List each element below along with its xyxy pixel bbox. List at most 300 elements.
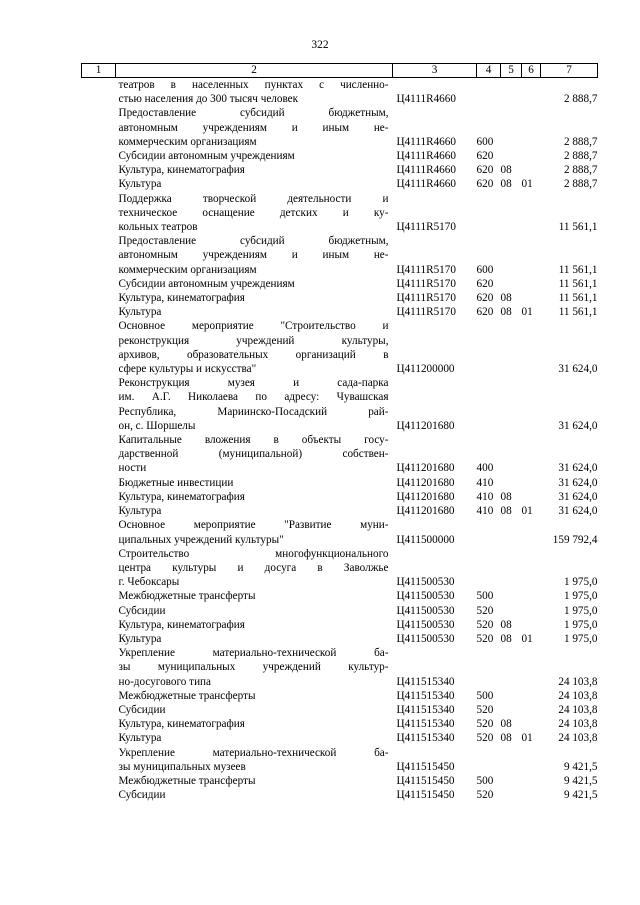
row-name-line: Культура, кинематография xyxy=(118,618,245,631)
row-code: Ц4111R4660 xyxy=(396,150,456,163)
header-col-7: 7 xyxy=(541,64,598,78)
row-expense-type: 620 xyxy=(476,277,494,290)
table-row xyxy=(82,106,598,149)
row-code: Ц4111R5170 xyxy=(396,306,456,319)
row-name-line: Межбюджетные трансферты xyxy=(118,689,256,702)
row-expense-type: 520 xyxy=(476,718,494,731)
row-name-line: но-досугового типа xyxy=(118,675,212,688)
row-sum: 31 624,0 xyxy=(558,419,598,432)
row-name-line: им. А.Г. Николаева по адресу: Чувашская xyxy=(118,391,389,404)
row-code: Ц411515340 xyxy=(396,718,455,731)
row-name-line: коммерческим организациям xyxy=(118,135,257,148)
row-expense-type: 520 xyxy=(476,732,494,745)
row-sum: 31 624,0 xyxy=(558,505,598,518)
row-sum: 2 888,7 xyxy=(563,135,598,148)
row-name xyxy=(116,277,393,291)
row-subsection xyxy=(522,547,541,590)
row-name-line: Субсидии xyxy=(118,703,166,716)
row-subsection xyxy=(522,78,541,107)
row-col-1 xyxy=(82,703,116,717)
row-name xyxy=(116,589,393,603)
row-code: Ц411200000 xyxy=(396,363,455,376)
table-row xyxy=(82,476,598,490)
row-col-1 xyxy=(82,518,116,546)
row-name-line: Культура xyxy=(118,306,162,319)
row-name-line: Субсидии xyxy=(118,789,166,802)
row-section xyxy=(501,277,522,291)
row-col-1 xyxy=(82,177,116,191)
row-name-line: Культура, кинематография xyxy=(118,718,245,731)
row-name xyxy=(116,234,393,277)
row-section xyxy=(501,376,522,433)
header-col-1: 1 xyxy=(82,64,116,78)
row-code: Ц411515450 xyxy=(396,789,455,802)
row-code: Ц411500000 xyxy=(396,533,455,546)
row-col-1 xyxy=(82,689,116,703)
row-code: Ц411515340 xyxy=(396,703,455,716)
row-name xyxy=(116,604,393,618)
row-name-line: Укрепление материально-технической ба- xyxy=(118,746,389,759)
row-name-line: архивов, образовательных организаций в xyxy=(118,348,389,361)
row-name-line: Субсидии автономным учреждениям xyxy=(118,150,295,163)
row-name xyxy=(116,177,393,191)
row-name-line: техническое оснащение детских и ку- xyxy=(118,206,389,219)
table-row xyxy=(82,774,598,788)
row-expense-type: 620 xyxy=(476,292,494,305)
row-subsection xyxy=(522,717,541,731)
row-section xyxy=(501,703,522,717)
row-section xyxy=(501,106,522,149)
row-section: 08 xyxy=(500,178,512,191)
row-name-line: автономным учреждениям и иным не- xyxy=(118,249,389,262)
row-code: Ц411515450 xyxy=(396,760,455,773)
row-name-line: Культура xyxy=(118,632,162,645)
row-name xyxy=(116,106,393,149)
row-name-line: Культура xyxy=(118,505,162,518)
row-code: Ц411201680 xyxy=(396,462,455,475)
row-expense-type xyxy=(477,646,501,689)
row-code: Ц411515450 xyxy=(396,774,455,787)
row-name-line: Основное мероприятие "Развитие муни- xyxy=(118,519,389,532)
row-section xyxy=(501,234,522,277)
row-expense-type: 500 xyxy=(476,689,494,702)
table-row xyxy=(82,234,598,277)
header-row xyxy=(82,64,598,78)
row-col-1 xyxy=(82,234,116,277)
row-subsection xyxy=(522,234,541,277)
row-name xyxy=(116,376,393,433)
row-name-line: коммерческим организациям xyxy=(118,263,257,276)
row-name xyxy=(116,746,393,774)
row-subsection xyxy=(522,192,541,235)
table-row xyxy=(82,319,598,376)
row-col-1 xyxy=(82,589,116,603)
row-col-1 xyxy=(82,476,116,490)
row-sum: 9 421,5 xyxy=(563,760,598,773)
row-col-1 xyxy=(82,376,116,433)
row-subsection xyxy=(522,618,541,632)
row-code: Ц411201680 xyxy=(396,419,455,432)
row-name-line: зы муниципальных музеев xyxy=(118,760,246,773)
row-expense-type: 520 xyxy=(476,703,494,716)
row-name-line: Субсидии xyxy=(118,604,166,617)
row-subsection xyxy=(522,277,541,291)
row-name-line: Капитальные вложения в объекты госу- xyxy=(118,434,389,447)
row-sum: 31 624,0 xyxy=(558,462,598,475)
table-row xyxy=(82,192,598,235)
row-expense-type: 620 xyxy=(476,150,494,163)
row-subsection: 01 xyxy=(521,505,533,518)
table-row xyxy=(82,518,598,546)
row-col-1 xyxy=(82,646,116,689)
row-name-line: Строительство многофункционального xyxy=(118,547,389,560)
row-code: Ц411500530 xyxy=(396,590,455,603)
row-name-line: г. Чебоксары xyxy=(118,576,180,589)
row-expense-type xyxy=(477,319,501,376)
row-name-line: Укрепление материально-технической ба- xyxy=(118,647,389,660)
row-name-line: Культура, кинематография xyxy=(118,164,245,177)
row-sum: 2 888,7 xyxy=(563,93,598,106)
row-sum: 2 888,7 xyxy=(563,178,598,191)
row-code: Ц411500530 xyxy=(396,632,455,645)
row-section xyxy=(501,746,522,774)
row-expense-type: 400 xyxy=(476,462,494,475)
row-expense-type: 600 xyxy=(476,135,494,148)
row-subsection xyxy=(522,589,541,603)
row-col-1 xyxy=(82,319,116,376)
row-code: Ц411500530 xyxy=(396,576,455,589)
row-expense-type: 410 xyxy=(476,505,494,518)
row-section xyxy=(501,604,522,618)
row-section: 08 xyxy=(500,164,512,177)
row-section xyxy=(501,547,522,590)
row-code: Ц4111R5170 xyxy=(396,221,456,234)
row-section xyxy=(501,319,522,376)
row-section: 08 xyxy=(500,292,512,305)
row-sum: 2 888,7 xyxy=(563,150,598,163)
row-sum: 2 888,7 xyxy=(563,164,598,177)
row-name-line: Поддержка творческой деятельности и xyxy=(118,192,389,205)
row-expense-type xyxy=(477,518,501,546)
row-name-line: Культура, кинематография xyxy=(118,292,245,305)
row-code: Ц4111R5170 xyxy=(396,277,456,290)
row-col-1 xyxy=(82,774,116,788)
row-subsection xyxy=(522,518,541,546)
row-section xyxy=(501,518,522,546)
row-name xyxy=(116,632,393,646)
row-sum: 24 103,8 xyxy=(558,675,598,688)
row-subsection xyxy=(522,433,541,476)
row-name xyxy=(116,717,393,731)
row-name xyxy=(116,703,393,717)
row-name xyxy=(116,788,393,802)
row-sum: 11 561,1 xyxy=(558,306,598,319)
table-row xyxy=(82,504,598,518)
row-sum: 1 975,0 xyxy=(563,590,598,603)
row-sum: 31 624,0 xyxy=(558,490,598,503)
row-col-1 xyxy=(82,618,116,632)
row-code: Ц411515340 xyxy=(396,732,455,745)
row-code: Ц4111R4660 xyxy=(396,164,456,177)
row-col-1 xyxy=(82,547,116,590)
row-sum: 159 792,4 xyxy=(552,533,598,546)
table-row xyxy=(82,376,598,433)
row-code: Ц411500530 xyxy=(396,604,455,617)
row-expense-type: 620 xyxy=(476,178,494,191)
row-name xyxy=(116,476,393,490)
row-expense-type: 500 xyxy=(476,774,494,787)
row-name xyxy=(116,547,393,590)
row-col-1 xyxy=(82,433,116,476)
row-col-1 xyxy=(82,192,116,235)
row-section: 08 xyxy=(500,490,512,503)
row-subsection xyxy=(522,490,541,504)
row-col-1 xyxy=(82,504,116,518)
row-code: Ц411500530 xyxy=(396,618,455,631)
header-col-5: 5 xyxy=(501,64,522,78)
row-section: 08 xyxy=(500,306,512,319)
row-subsection xyxy=(522,746,541,774)
row-sum: 31 624,0 xyxy=(558,476,598,489)
row-sum: 9 421,5 xyxy=(563,774,598,787)
table-row xyxy=(82,291,598,305)
row-name xyxy=(116,774,393,788)
row-section: 08 xyxy=(500,632,512,645)
row-code: Ц411515340 xyxy=(396,675,455,688)
row-name xyxy=(116,731,393,745)
row-subsection xyxy=(522,319,541,376)
row-expense-type: 520 xyxy=(476,632,494,645)
row-code: Ц411201680 xyxy=(396,505,455,518)
row-section xyxy=(501,689,522,703)
row-subsection xyxy=(522,689,541,703)
row-sum: 1 975,0 xyxy=(563,604,598,617)
row-sum: 1 975,0 xyxy=(563,576,598,589)
row-name-line: он, с. Шоршелы xyxy=(118,419,196,432)
row-subsection xyxy=(522,774,541,788)
row-col-1 xyxy=(82,717,116,731)
row-col-1 xyxy=(82,788,116,802)
row-name xyxy=(116,149,393,163)
row-section xyxy=(501,192,522,235)
table-row xyxy=(82,746,598,774)
row-col-1 xyxy=(82,149,116,163)
row-expense-type: 410 xyxy=(476,476,494,489)
row-name xyxy=(116,78,393,107)
table-row xyxy=(82,305,598,319)
row-code: Ц4111R5170 xyxy=(396,292,456,305)
row-section xyxy=(501,476,522,490)
table-row xyxy=(82,703,598,717)
header-col-4: 4 xyxy=(477,64,501,78)
row-section: 08 xyxy=(500,718,512,731)
row-section xyxy=(501,788,522,802)
row-name-line: центра культуры и досуга в Заволжье xyxy=(118,561,389,574)
row-subsection: 01 xyxy=(521,632,533,645)
table-row xyxy=(82,731,598,745)
row-sum: 11 561,1 xyxy=(558,221,598,234)
table-row xyxy=(82,632,598,646)
row-name xyxy=(116,291,393,305)
row-expense-type xyxy=(477,78,501,107)
row-name-line: реконструкция учреждений культуры, xyxy=(118,334,389,347)
row-subsection: 01 xyxy=(521,732,533,745)
row-name-line: Культура xyxy=(118,178,162,191)
row-expense-type: 620 xyxy=(476,164,494,177)
table-row xyxy=(82,78,598,107)
table-row xyxy=(82,490,598,504)
row-subsection xyxy=(522,376,541,433)
row-subsection xyxy=(522,788,541,802)
row-col-1 xyxy=(82,746,116,774)
budget-table xyxy=(81,63,598,802)
row-name-line: кольных театров xyxy=(118,221,198,234)
row-name-line: стью населения до 300 тысяч человек xyxy=(118,93,299,106)
table-row xyxy=(82,689,598,703)
row-sum: 9 421,5 xyxy=(563,789,598,802)
row-name-line: Субсидии автономным учреждениям xyxy=(118,277,295,290)
row-col-1 xyxy=(82,78,116,107)
row-col-1 xyxy=(82,106,116,149)
row-name-line: Предоставление субсидий бюджетным, xyxy=(118,107,389,120)
table-row xyxy=(82,277,598,291)
row-section xyxy=(501,646,522,689)
table-row xyxy=(82,433,598,476)
row-sum: 1 975,0 xyxy=(563,632,598,645)
row-name xyxy=(116,192,393,235)
row-name-line: зы муниципальных учреждений культур- xyxy=(118,661,389,674)
table-row xyxy=(82,177,598,191)
row-sum: 1 975,0 xyxy=(563,618,598,631)
header-col-2: 2 xyxy=(116,64,393,78)
row-subsection xyxy=(522,703,541,717)
row-name-line: Межбюджетные трансферты xyxy=(118,774,256,787)
row-code: Ц4111R4660 xyxy=(396,93,456,106)
table-row xyxy=(82,618,598,632)
row-subsection: 01 xyxy=(521,178,533,191)
row-name xyxy=(116,646,393,689)
row-name-line: Межбюджетные трансферты xyxy=(118,590,256,603)
row-name-line: сфере культуры и искусства" xyxy=(118,363,257,376)
row-code: Ц411515340 xyxy=(396,689,455,702)
row-sum: 31 624,0 xyxy=(558,363,598,376)
row-expense-type xyxy=(477,746,501,774)
table-row xyxy=(82,547,598,590)
row-sum: 24 103,8 xyxy=(558,703,598,716)
row-section xyxy=(501,149,522,163)
row-name xyxy=(116,618,393,632)
row-subsection xyxy=(522,291,541,305)
row-subsection xyxy=(522,106,541,149)
row-name-line: Основное мероприятие "Строительство и xyxy=(118,320,389,333)
row-col-1 xyxy=(82,305,116,319)
row-subsection: 01 xyxy=(521,306,533,319)
row-section: 08 xyxy=(500,618,512,631)
row-expense-type xyxy=(477,376,501,433)
row-expense-type: 620 xyxy=(476,306,494,319)
row-name xyxy=(116,305,393,319)
row-sum: 24 103,8 xyxy=(558,732,598,745)
row-expense-type xyxy=(477,192,501,235)
row-section xyxy=(501,433,522,476)
row-name xyxy=(116,163,393,177)
row-col-1 xyxy=(82,604,116,618)
table-row xyxy=(82,604,598,618)
table-row xyxy=(82,163,598,177)
row-col-1 xyxy=(82,277,116,291)
row-expense-type: 410 xyxy=(476,490,494,503)
row-subsection xyxy=(522,604,541,618)
row-code: Ц4111R5170 xyxy=(396,263,456,276)
row-section xyxy=(501,78,522,107)
header-col-6: 6 xyxy=(522,64,541,78)
row-expense-type: 520 xyxy=(476,789,494,802)
row-name-line: автономным учреждениям и иным не- xyxy=(118,121,389,134)
row-expense-type: 500 xyxy=(476,590,494,603)
row-subsection xyxy=(522,163,541,177)
page-number: 322 xyxy=(311,39,329,51)
row-subsection xyxy=(522,646,541,689)
row-expense-type: 600 xyxy=(476,263,494,276)
header-col-3: 3 xyxy=(393,64,477,78)
row-name-line: ципальных учреждений культуры" xyxy=(118,533,284,546)
row-section xyxy=(501,774,522,788)
row-section: 08 xyxy=(500,505,512,518)
row-sum: 24 103,8 xyxy=(558,718,598,731)
row-col-1 xyxy=(82,490,116,504)
row-sum: 24 103,8 xyxy=(558,689,598,702)
row-col-1 xyxy=(82,632,116,646)
row-expense-type: 520 xyxy=(476,618,494,631)
row-subsection xyxy=(522,476,541,490)
table-row xyxy=(82,149,598,163)
row-name xyxy=(116,518,393,546)
row-sum: 11 561,1 xyxy=(558,263,598,276)
row-code: Ц411201680 xyxy=(396,490,455,503)
row-col-1 xyxy=(82,731,116,745)
row-name-line: театров в населенных пунктах с численно- xyxy=(118,79,389,91)
table-row xyxy=(82,589,598,603)
row-name xyxy=(116,319,393,376)
row-name-line: Бюджетные инвестиции xyxy=(118,476,234,489)
row-code: Ц4111R4660 xyxy=(396,135,456,148)
row-expense-type xyxy=(477,547,501,590)
table-row xyxy=(82,788,598,802)
row-name-line: Реконструкция музея и сада-парка xyxy=(118,377,389,390)
row-section: 08 xyxy=(500,732,512,745)
row-name-line: дарственной (муниципальной) собствен- xyxy=(118,448,389,461)
row-col-1 xyxy=(82,163,116,177)
row-name xyxy=(116,504,393,518)
row-name-line: Культура, кинематография xyxy=(118,490,245,503)
row-name-line: Культура xyxy=(118,732,162,745)
row-name-line: Предоставление субсидий бюджетным, xyxy=(118,235,389,248)
row-code: Ц4111R4660 xyxy=(396,178,456,191)
row-section xyxy=(501,589,522,603)
row-name xyxy=(116,490,393,504)
row-name-line: Республика, Мариинско-Посадский рай- xyxy=(118,405,389,418)
table-row xyxy=(82,646,598,689)
row-name xyxy=(116,689,393,703)
row-code: Ц411201680 xyxy=(396,476,455,489)
row-sum: 11 561,1 xyxy=(558,292,598,305)
row-name xyxy=(116,433,393,476)
row-name-line: ности xyxy=(118,462,147,475)
row-subsection xyxy=(522,149,541,163)
row-col-1 xyxy=(82,291,116,305)
row-sum: 11 561,1 xyxy=(558,277,598,290)
row-expense-type: 520 xyxy=(476,604,494,617)
